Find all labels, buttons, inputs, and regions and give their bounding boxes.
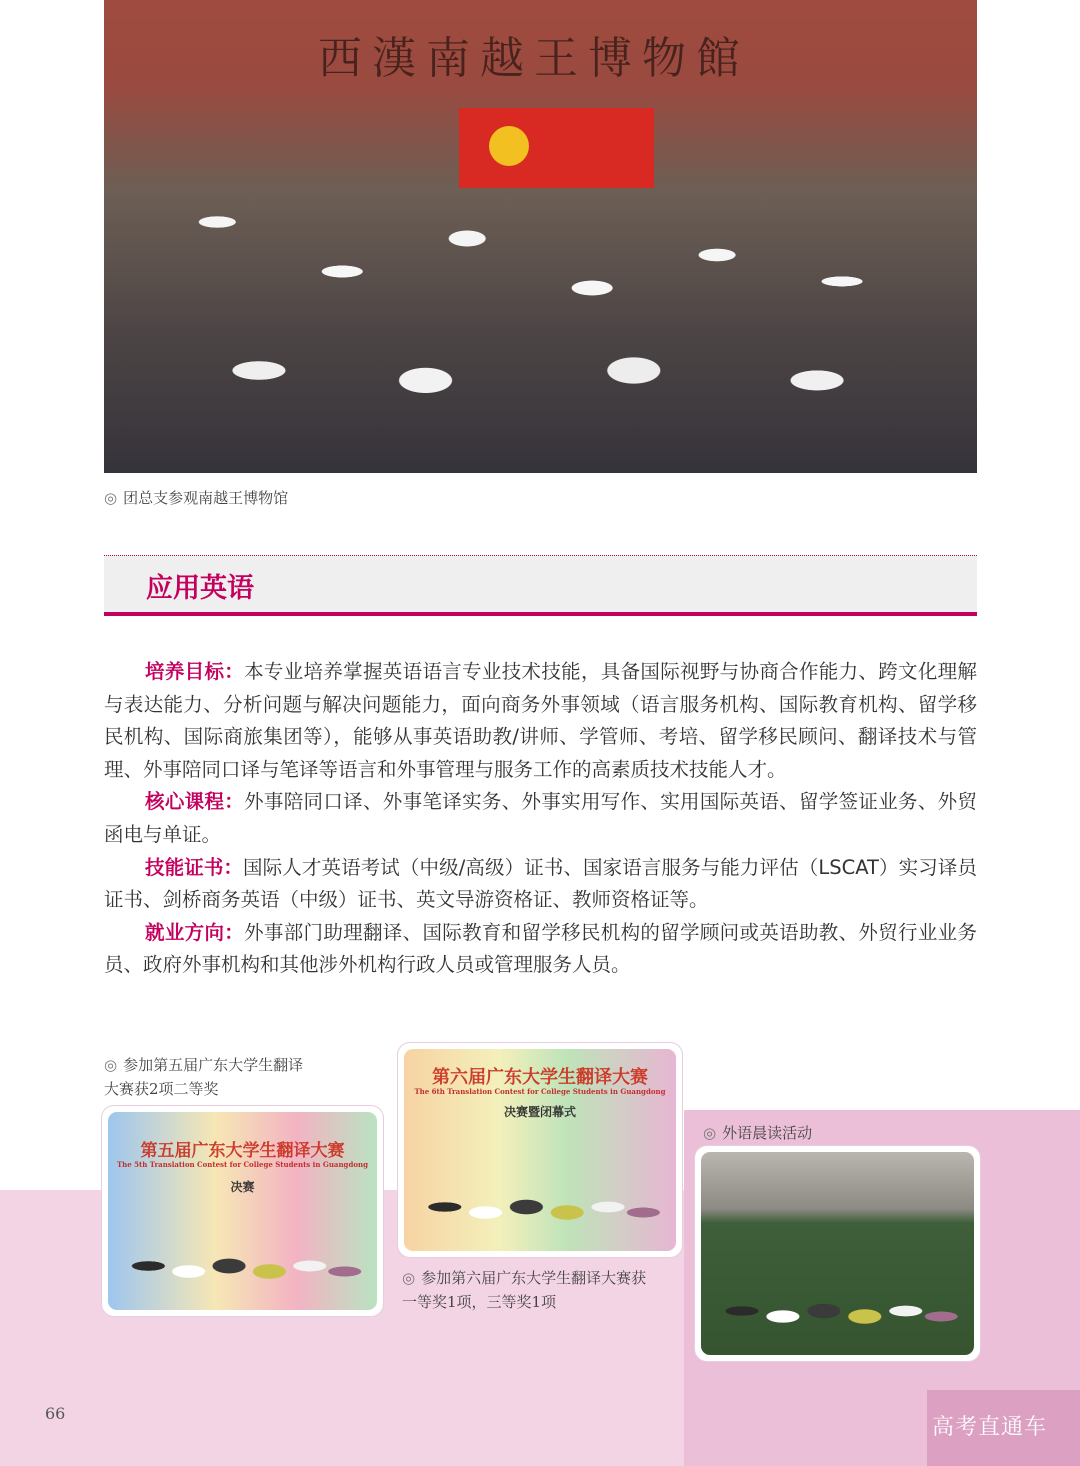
students-reading (701, 1245, 974, 1355)
photo-morning-reading (701, 1152, 974, 1355)
caption-bullet-icon: ◎ (104, 489, 118, 507)
museum-sign: 西漢南越王博物館 (318, 33, 750, 84)
stage-contest5: 决赛 (230, 1180, 255, 1194)
section-header (104, 555, 977, 616)
paragraph-core-courses: 核心课程：外事陪同口译、外事笔译实务、外事实用写作、实用国际英语、留学签证业务、外贸函电与单证。 (104, 790, 977, 846)
banner-en-contest6: The 6th Translation Contest for College Students in Guangdong (414, 1087, 666, 1096)
participants-contest6 (404, 1141, 676, 1251)
photo-contest6 (404, 1049, 676, 1251)
paragraph-training-goal: 培养目标：本专业培养掌握英语语言专业技术技能，具备国际视野与协商合作能力、跨文化理解与表达能力、分析问题与解决问题能力，面向商务外事领域（语言服务机构、国际教育机构、留学移民机构、国际商旅集团等），能够从事英语助教/讲师、学管师、考培、留学移民顾问、翻译技术与管理、外事陪同口译与笔译等语言和外事管理与服务工作的高素质技术技能人才。 (104, 660, 977, 781)
photo-frame-contest5 (102, 1106, 383, 1316)
photo-caption-contest6: ◎ 参加第六届广东大学生翻译大赛获一等奖1项，三等奖1项 (402, 1269, 647, 1311)
photo-contest5 (108, 1112, 377, 1310)
section-title: 应用英语 (146, 573, 254, 604)
banner-en-contest5: The 5th Translation Contest for College Students in Guangdong (116, 1160, 369, 1169)
program-description (104, 656, 977, 982)
caption-bullet-icon: ◎ (402, 1269, 416, 1287)
stage-contest6: 决赛暨闭幕式 (503, 1105, 576, 1119)
label-core-courses: 核心课程： (145, 790, 245, 814)
group-photo-museum (104, 0, 977, 473)
banner-contest5: 第五届广东大学生翻译大赛 (140, 1141, 345, 1161)
participants-contest5 (108, 1200, 377, 1310)
photo-frame-reading (695, 1146, 980, 1361)
label-careers: 就业方向： (145, 920, 245, 944)
page-number: 66 (45, 1404, 66, 1423)
photo-caption-reading: ◎ 外语晨读活动 (703, 1124, 813, 1142)
paragraph-certificates: 技能证书：国际人才英语考试（中级/高级）证书、国家语言服务与能力评估（LSCAT）实习译员证书、剑桥商务英语（中级）证书、英文导游资格证、教师资格证等。 (104, 855, 977, 912)
brand-watermark: 高考直通车 (932, 1415, 1048, 1440)
caption-bullet-icon: ◎ (703, 1124, 717, 1142)
students-group (134, 123, 967, 453)
photo-caption-contest5: ◎ 参加第五届广东大学生翻译大赛获2项二等奖 (104, 1056, 304, 1098)
photo-caption-museum: ◎ 团总支参观南越王博物馆 (104, 489, 289, 507)
caption-bullet-icon: ◎ (104, 1056, 118, 1074)
paragraph-careers: 就业方向：外事部门助理翻译、国际教育和留学移民机构的留学顾问或英语助教、外贸行业业务员、政府外事机构和其他涉外机构行政人员或管理服务人员。 (104, 920, 977, 977)
banner-contest6: 第六届广东大学生翻译大赛 (432, 1067, 648, 1088)
photo-frame-contest6 (398, 1043, 682, 1257)
label-certificates: 技能证书： (145, 855, 244, 879)
label-training-goal: 培养目标： (145, 660, 245, 683)
